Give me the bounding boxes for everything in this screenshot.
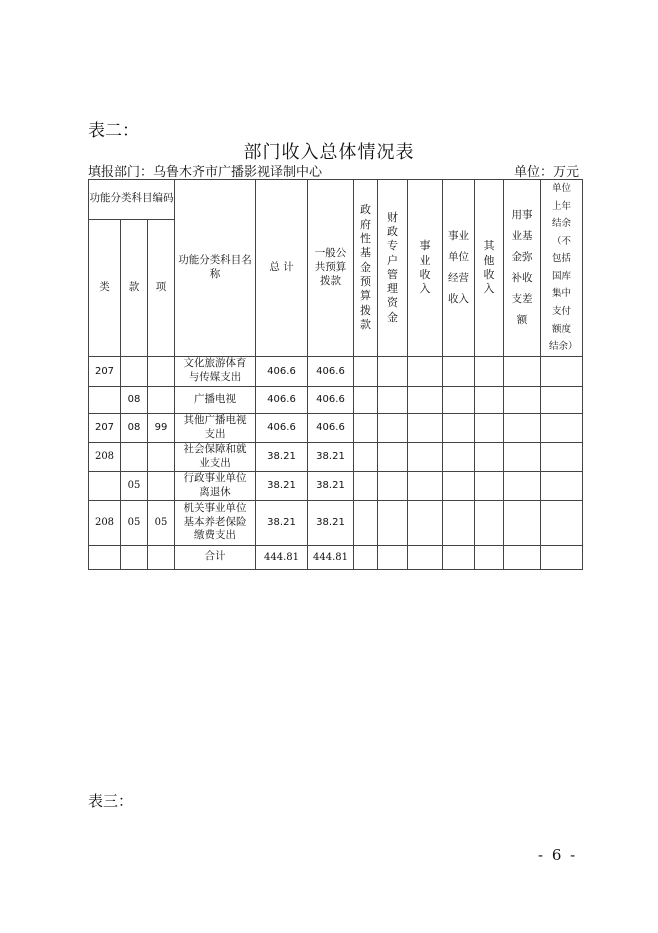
- cell-name: 机关事业单位基本养老保险缴费支出: [175, 500, 256, 545]
- cell-name: 广播电视: [175, 386, 256, 413]
- cell-general: 406.6: [308, 356, 354, 386]
- total-label: 合计: [175, 545, 256, 569]
- cell-total: 406.6: [256, 386, 308, 413]
- cell-kuan: 08: [121, 413, 148, 442]
- cell-xiang: 99: [148, 413, 175, 442]
- header-total: 总 计: [256, 180, 308, 357]
- cell-general: 38.21: [308, 471, 354, 500]
- table-row: [89, 356, 583, 386]
- header-career-income: 事业收入: [408, 180, 443, 357]
- cell-kuan: 05: [121, 471, 148, 500]
- cell-lei: [89, 386, 121, 413]
- header-kuan: 款: [121, 219, 148, 356]
- header-special-account: 财政专户管理资金: [378, 180, 408, 357]
- cell-xiang: [148, 386, 175, 413]
- header-xiang: 项: [148, 219, 175, 356]
- header-general-budget: 一般公共预算拨款: [308, 180, 354, 357]
- cell-kuan: 05: [121, 500, 148, 545]
- total-row: [89, 545, 583, 569]
- page-title: 部门收入总体情况表: [243, 142, 415, 163]
- table-row: [89, 413, 583, 442]
- cell-total: 38.21: [256, 500, 308, 545]
- total-sum: 444.81: [256, 545, 308, 569]
- cell-name: 文化旅游体育与传媒支出: [175, 356, 256, 386]
- income-table: [88, 179, 583, 570]
- department-line: 填报部门：乌鲁木齐市广播影视译制中心: [88, 165, 323, 180]
- header-other-income: 其他收入: [475, 180, 504, 357]
- page-number: - 6 -: [538, 846, 578, 864]
- cell-total: 406.6: [256, 413, 308, 442]
- cell-kuan: [121, 442, 148, 471]
- cell-lei: 208: [89, 500, 121, 545]
- cell-general: 406.6: [308, 386, 354, 413]
- table-row: [89, 442, 583, 471]
- cell-name: 行政事业单位离退休: [175, 471, 256, 500]
- header-fund-makeup: 用事业基金弥补收支差额: [504, 180, 541, 357]
- cell-kuan: 08: [121, 386, 148, 413]
- cell-xiang: 05: [148, 500, 175, 545]
- header-operating-income: 事业单位经营收入: [443, 180, 475, 357]
- table-row: [89, 500, 583, 545]
- unit-label: 单位：万元: [514, 165, 580, 180]
- cell-general: 406.6: [308, 413, 354, 442]
- cell-xiang: [148, 471, 175, 500]
- cell-general: 38.21: [308, 500, 354, 545]
- cell-lei: 207: [89, 356, 121, 386]
- header-lei: 类: [89, 219, 121, 356]
- header-gov-fund: 政府性基金预算拨款: [354, 180, 378, 357]
- total-general: 444.81: [308, 545, 354, 569]
- cell-total: 38.21: [256, 471, 308, 500]
- cell-total: 38.21: [256, 442, 308, 471]
- table2-label: 表二：: [88, 121, 139, 141]
- header-code-group: 功能分类科目编码: [89, 180, 175, 220]
- cell-xiang: [148, 356, 175, 386]
- cell-name: 社会保障和就业支出: [175, 442, 256, 471]
- table-row: [89, 386, 583, 413]
- cell-general: 38.21: [308, 442, 354, 471]
- header-row: [89, 180, 583, 220]
- header-carryover: 单位上年结余（不包括国库集中支付额度结余）: [541, 180, 583, 357]
- cell-name: 其他广播电视支出: [175, 413, 256, 442]
- header-name: 功能分类科目名称: [175, 180, 256, 357]
- cell-lei: [89, 471, 121, 500]
- cell-xiang: [148, 442, 175, 471]
- cell-lei: 208: [89, 442, 121, 471]
- table-row: [89, 471, 583, 500]
- table3-label: 表三：: [88, 792, 134, 810]
- cell-kuan: [121, 356, 148, 386]
- cell-lei: 207: [89, 413, 121, 442]
- cell-total: 406.6: [256, 356, 308, 386]
